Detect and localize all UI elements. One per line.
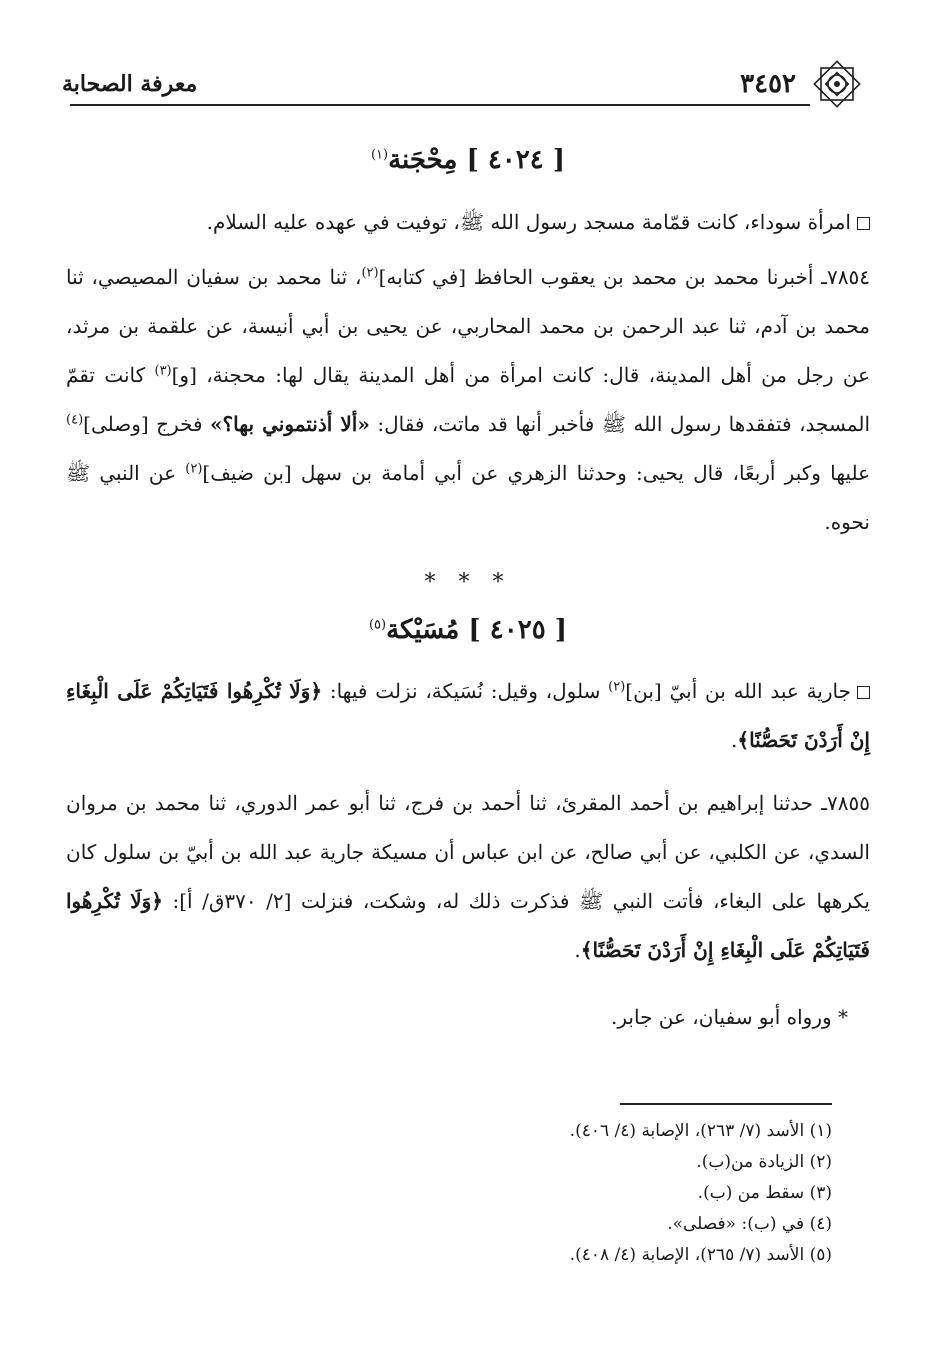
footnote-5: (٥) الأسد (٧/ ٢٦٥)، الإصابة (٤/ ٤٠٨). [569,1245,832,1265]
entry-intro-4024: امرأة سوداء، كانت قمّامة مسجد رسول الله ﷺ، توفيت في عهده عليه السلام. [66,198,870,247]
footnote-ref: (١) [370,147,389,163]
entry-heading-4024: [ ٤٠٢٤ ] مِحْجَنة$^{(١)}$ [370,145,566,175]
section-separator: * * * [424,569,512,595]
header-divider [70,104,810,106]
footnote-2: (٢) الزيادة من(ب). [696,1152,832,1172]
hadith-7854: ٧٨٥٤ـ أخبرنا محمد بن محمد بن يعقوب الحافظ [في كتابه]$^{(٢)}$، ثنا محمد بن سفيان المصيصي، ثنا محمد بن آدم، ثنا عبد الرحمن بن محمد المحاربي، عن يحيى بن أبي أنيسة، عن علقمة بن مرثد، عن رجل من أهل المدينة، قال: كانت امرأة من أهل المدينة يقال لها: محجنة، [و]$^{(٣)}$ كانت تقمّ المسجد، فتفقدها رسول الله ﷺ فأخبر أنها قد ماتت، فقال: «ألا أذنتموني بها؟» فخرج [وصلى]$^{(٤)}$ عليها وكبر أربعًا، قال يحيى: وحدثنا الزهري عن أبي أمامة بن سهل [بن ضيف]$^{(٢)}$ عن النبي ﷺ نحوه. [66,264,871,534]
box-marker-icon [857,217,870,230]
prophetic-quote: «ألا أذنتموني بها؟» [210,411,370,436]
page-number: ٣٤٥٢ [740,69,796,99]
entry-heading-4025: [ ٤٠٢٥ ] مُسَيْكة$^{(٥)}$ [368,614,568,645]
footnote-ref: (٥) [368,617,387,633]
footnote-4: (٤) في (ب): «فصلى». [667,1214,832,1234]
entry-name: مِحْجَنة [388,145,458,175]
ornament-icon [810,57,864,111]
hadith-7855: ٧٨٥٥ـ حدثنا إبراهيم بن أحمد المقرئ، ثنا أحمد بن فرج، ثنا أبو عمر الدوري، ثنا محمد بن مروان السدي، عن الكلبي، عن أبي صالح، عن ابن عباس أن مسيكة جارية عبد الله بن أبيّ بن سلول كان يكرهها على البغاء، فأتت النبي ﷺ فذكرت ذلك له، وشكت، فنزلت [٢/ ٣٧٠ق/ أ]: ﴿وَلَا تُكْرِهُوا فَتَيَاتِكُمْ عَلَى الْبِغَاءِ إِنْ أَرَدْنَ تَحَصُّنًا﴾. [66,791,870,963]
footnote-1: (١) الأسد (٧/ ٢٦٣)، الإصابة (٤/ ٤٠٦). [569,1121,832,1141]
footnote-3: (٣) سقط من (ب). [697,1183,832,1203]
footnote-divider [620,1103,832,1105]
entry-number: ٤٠٢٤ [487,145,544,175]
footnotes [200,1116,832,1271]
book-title: معرفة الصحابة [62,71,198,97]
entry-intro-4025: جارية عبد الله بن أبيّ [بن]$^{(٢)}$ سلول، وقيل: نُسَيكة، نزلت فيها: ﴿وَلَا تُكْرِهُوا فَتَيَاتِكُمْ عَلَى الْبِغَاءِ إِنْ أَرَدْنَ تَحَصُّنًا﴾. [66,679,870,753]
box-marker-icon [857,686,870,699]
page-content [66,140,870,1042]
entry-name: مُسَيْكة [386,614,460,645]
narration-note: * ورواه أبو سفيان، عن جابر. [611,1005,848,1030]
entry-number: ٤٠٢٥ [489,614,546,645]
quran-verse: ﴿وَلَا تُكْرِهُوا فَتَيَاتِكُمْ عَلَى الْبِغَاءِ إِنْ أَرَدْنَ تَحَصُّنًا﴾ [66,889,870,963]
quran-verse: ﴿وَلَا تُكْرِهُوا فَتَيَاتِكُمْ عَلَى الْبِغَاءِ إِنْ أَرَدْنَ تَحَصُّنًا﴾ [66,679,870,753]
